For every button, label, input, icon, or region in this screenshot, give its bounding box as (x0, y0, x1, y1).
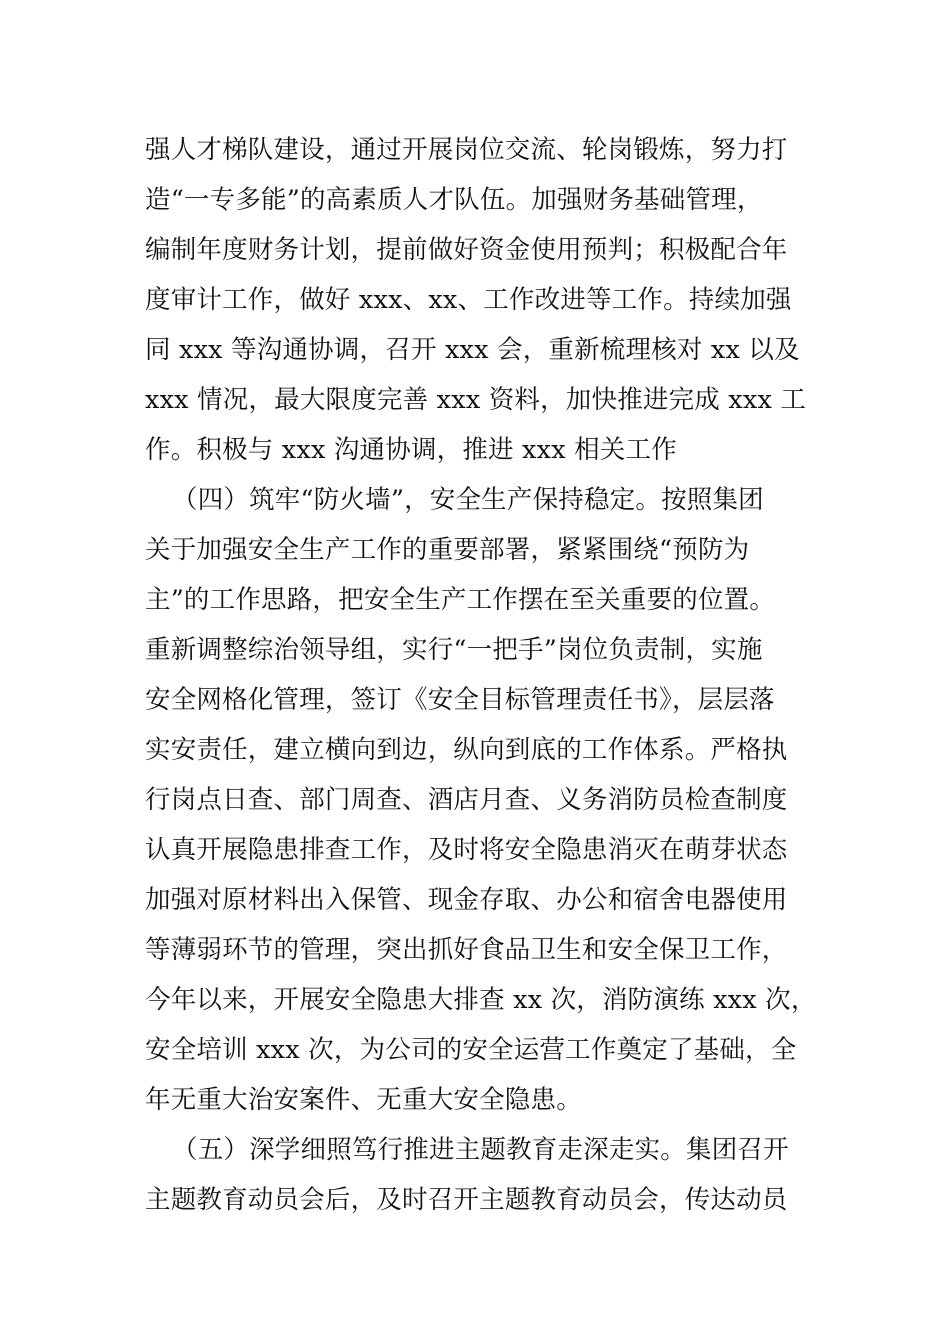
text-line: 安全网格化管理，签订《安全目标管理责任书》，层层落 (145, 685, 775, 715)
text-line: 主”的工作思路，把安全生产工作摆在至关重要的位置。 (145, 585, 776, 615)
text-line: 作。积极与 xxx 沟通协调，推进 xxx 相关工作 (145, 435, 677, 465)
section-heading-line: （四）筑牢“防火墙”，安全生产保持稳定。按照集团 (172, 485, 764, 515)
text-line: 重新调整综治领导组，实行“一把手”岗位负责制，实施 (145, 635, 763, 665)
text-line: 安全培训 xxx 次，为公司的安全运营工作奠定了基础，全 (145, 1035, 797, 1065)
text-line: 等薄弱环节的管理，突出抓好食品卫生和安全保卫工作， (145, 935, 788, 965)
section-heading-line: （五）深学细照笃行推进主题教育走深走实。集团召开 (172, 1135, 789, 1165)
text-line: 加强对原材料出入保管、现金存取、办公和宿舍电器使用 (145, 885, 788, 915)
text-line: 认真开展隐患排查工作，及时将安全隐患消灭在萌芽状态 (145, 835, 788, 865)
text-line: 行岗点日查、部门周查、酒店月查、义务消防员检查制度 (145, 785, 788, 815)
text-line: 今年以来，开展安全隐患大排查 xx 次，消防演练 xxx 次， (145, 985, 817, 1015)
text-line: 年无重大治安案件、无重大安全隐患。 (145, 1085, 582, 1115)
text-line: 强人才梯队建设，通过开展岗位交流、轮岗锻炼，努力打 (145, 135, 788, 165)
text-line: 编制年度财务计划，提前做好资金使用预判；积极配合年 (145, 235, 788, 265)
text-line: 关于加强安全生产工作的重要部署，紧紧围绕“预防为 (145, 535, 750, 565)
text-line: 造“一专多能”的高素质人才队伍。加强财务基础管理， (145, 185, 763, 215)
text-line: 实安责任，建立横向到边，纵向到底的工作体系。严格执 (145, 735, 788, 765)
text-line: 度审计工作，做好 xxx、xx、工作改进等工作。持续加强 (145, 285, 792, 315)
text-line: xxx 情况，最大限度完善 xxx 资料，加快推进完成 xxx 工 (145, 385, 807, 415)
text-line: 主题教育动员会后，及时召开主题教育动员会，传达动员 (145, 1185, 788, 1215)
text-line: 同 xxx 等沟通协调，召开 xxx 会，重新梳理核对 xx 以及 (145, 335, 800, 365)
